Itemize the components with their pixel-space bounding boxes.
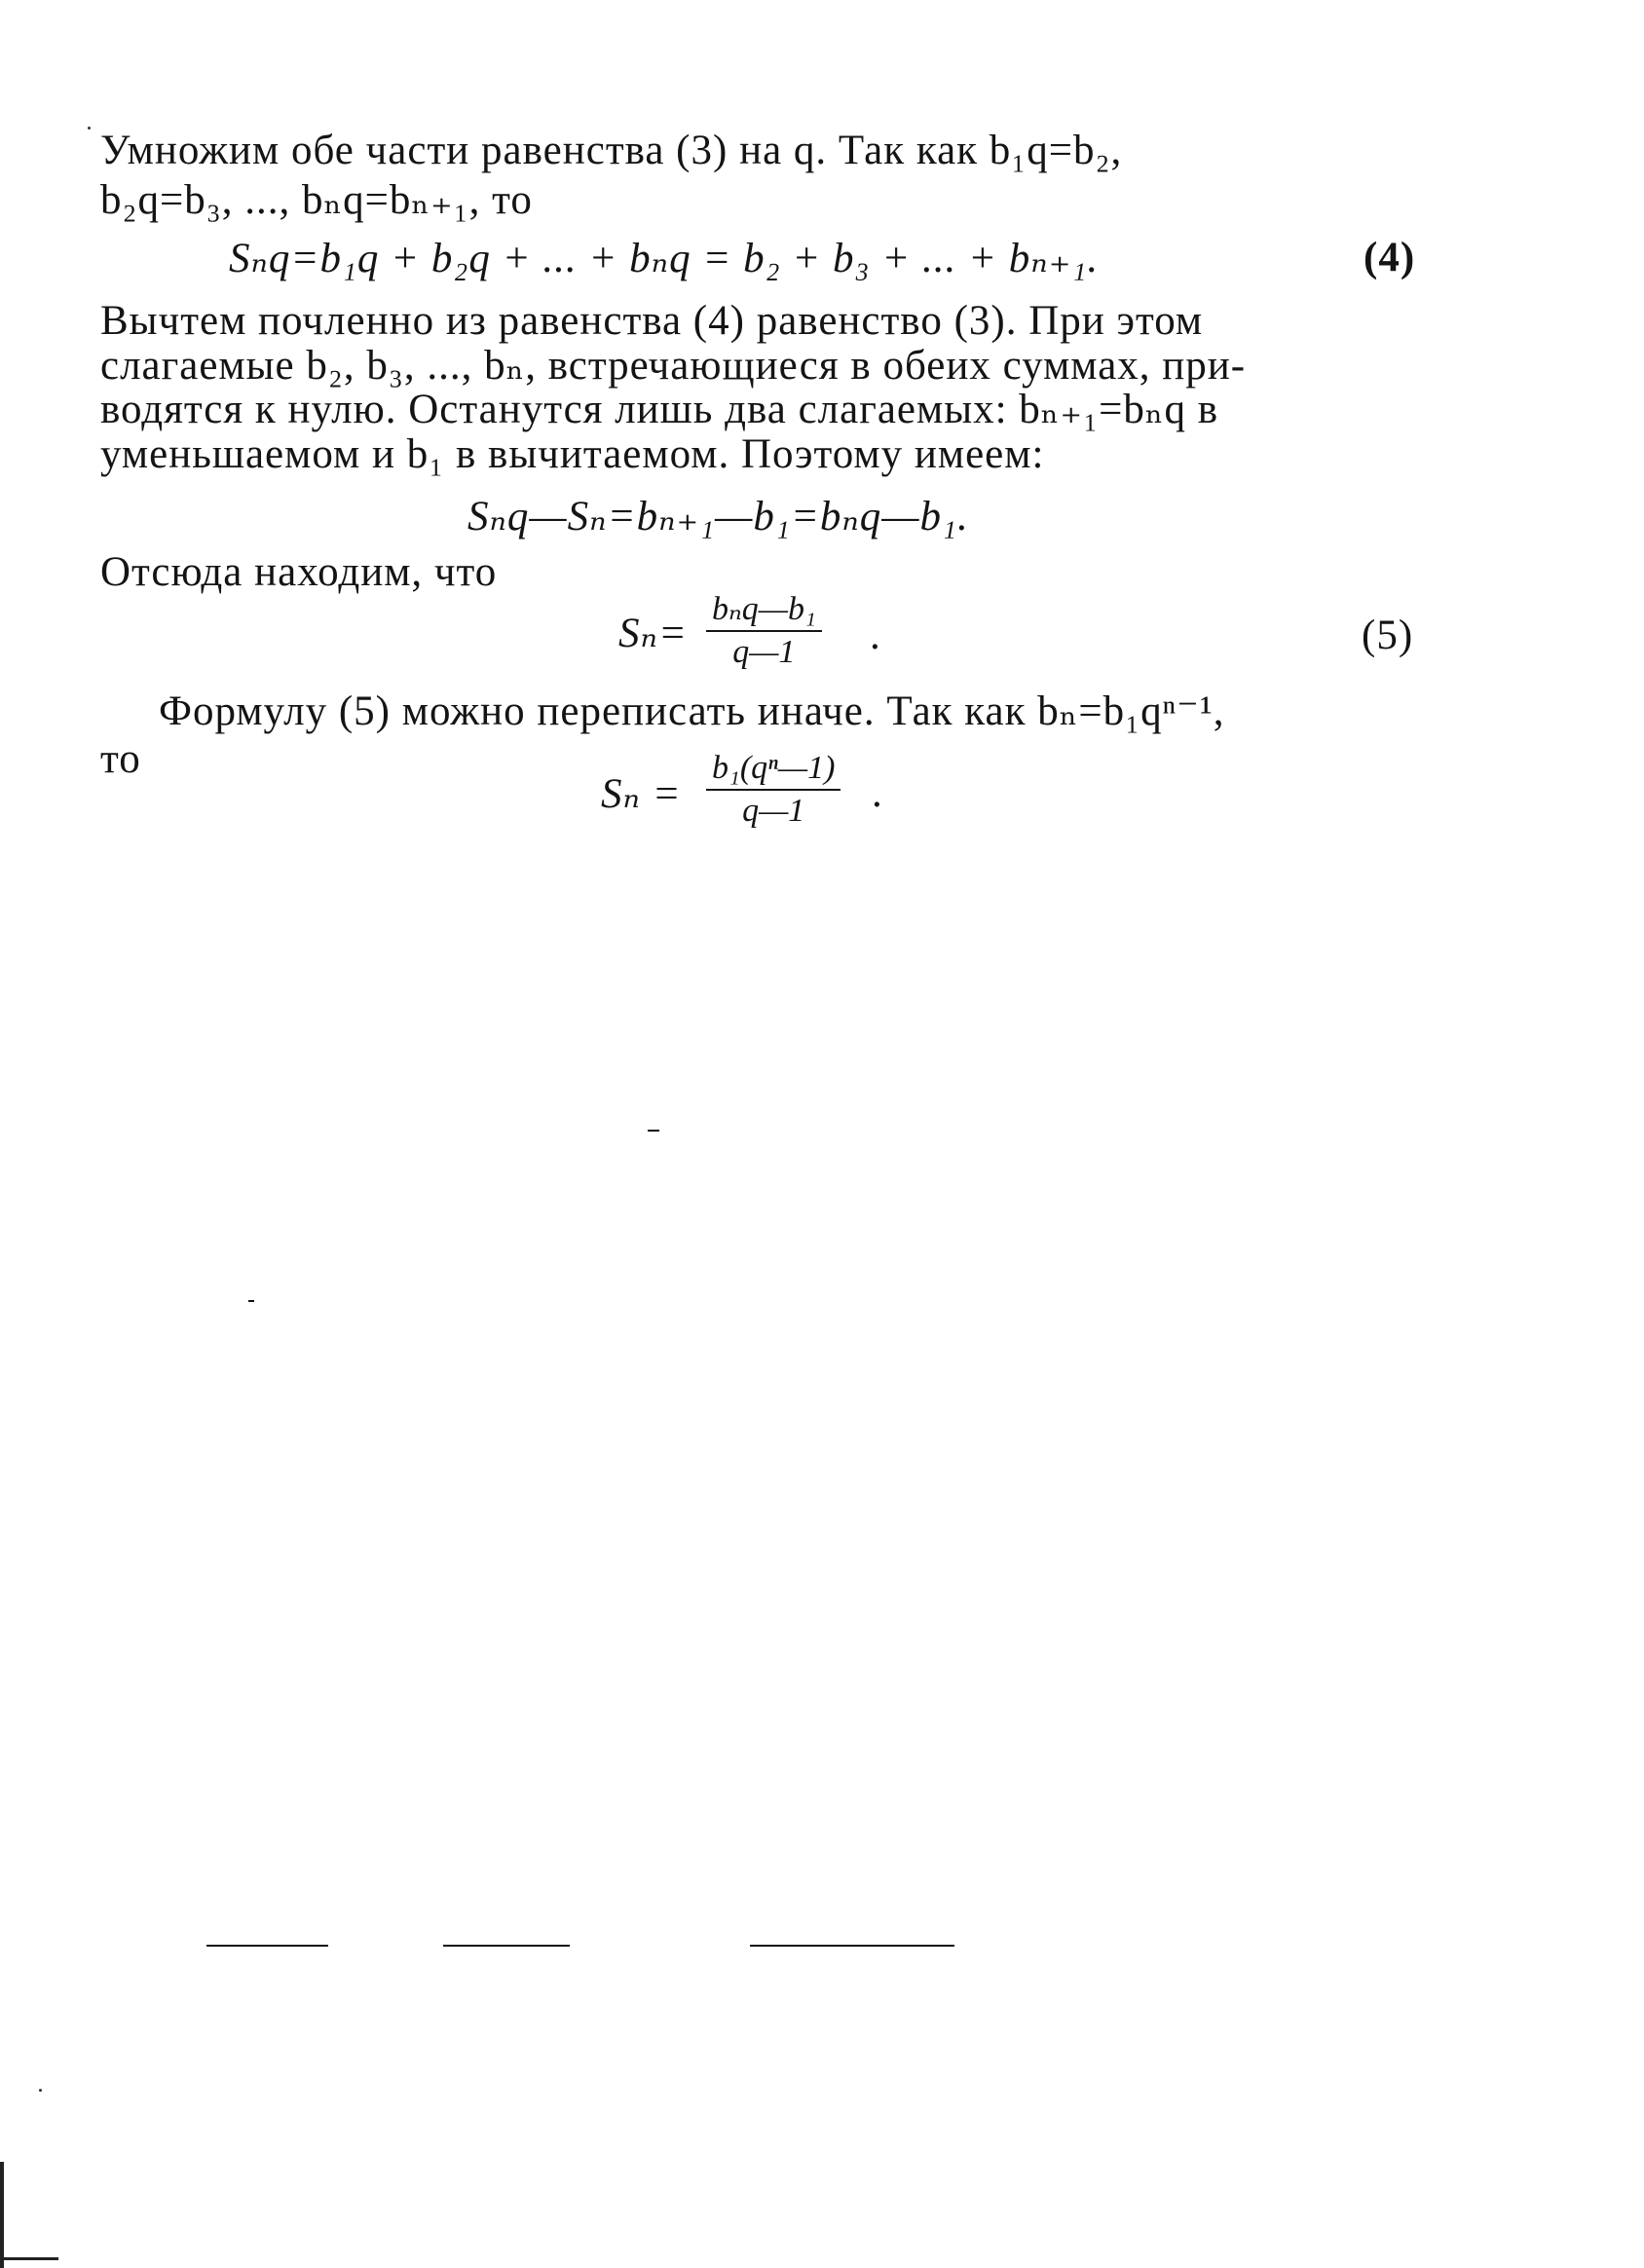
text-line: Формулу (5) можно переписать иначе. Так как bₙ=b₁qⁿ⁻¹,	[159, 688, 1225, 734]
punctuation: .	[872, 770, 883, 816]
exercise-71-fraction-3	[750, 1943, 954, 1949]
text-line: b₂q=b₃, ..., bₙq=bₙ₊₁, то	[100, 177, 533, 223]
fraction-denominator	[750, 1947, 954, 1949]
exercise-67-fraction	[248, 1300, 254, 1304]
exercise-71-fraction-2	[443, 1943, 570, 1949]
page-edge	[0, 2162, 4, 2268]
fraction-denominator	[443, 1947, 570, 1949]
scan-speck	[39, 2089, 42, 2092]
equation-difference: Sₙq—Sₙ=bₙ₊₁—b₁=bₙq—b₁.	[467, 494, 969, 539]
page-edge	[0, 2257, 58, 2260]
fraction-numerator: bₙq—b₁	[706, 589, 822, 632]
fraction-denominator: q—1	[732, 634, 796, 670]
scan-speck	[88, 127, 91, 130]
fraction-denominator	[248, 1302, 254, 1304]
text-line: уменьшаемом и b₁ в вычитаемом. Поэтому имеем:	[100, 431, 1045, 477]
text-line: Вычтем почленно из равенства (4) равенство (3). При этом	[100, 298, 1204, 344]
exercise-66-fraction	[648, 1128, 659, 1134]
text-line: Умножим обе части равенства (3) на q. Так как b₁q=b₂,	[100, 128, 1123, 173]
equation-number: (4)	[1364, 235, 1416, 280]
equation-5-lhs: Sₙ=	[618, 611, 688, 656]
fraction-numerator: b₁(qⁿ—1)	[706, 750, 841, 791]
text-line: слагаемые b₂, b₃, ..., bₙ, встречающиеся в обеих суммах, при-	[100, 343, 1247, 389]
text-line: то	[100, 736, 141, 782]
text-line: Отсюда находим, что	[100, 549, 498, 595]
equation-number: (5)	[1362, 613, 1414, 658]
exercise-71-fraction-1	[206, 1943, 328, 1949]
equation-6-lhs: Sₙ =	[601, 771, 682, 817]
fraction-denominator	[648, 1132, 659, 1134]
fraction-denominator	[206, 1947, 328, 1949]
equation-5-fraction	[706, 589, 822, 671]
punctuation: .	[870, 613, 881, 658]
equation-4: Sₙq=b₁q + b₂q + ... + bₙq = b₂ + b₃ + ... + bₙ₊₁.	[229, 236, 1100, 281]
text-line: водятся к нулю. Останутся лишь два слагаемых: bₙ₊₁=bₙq в	[100, 387, 1219, 432]
equation-6-fraction	[706, 750, 841, 830]
fraction-denominator: q—1	[742, 793, 805, 829]
